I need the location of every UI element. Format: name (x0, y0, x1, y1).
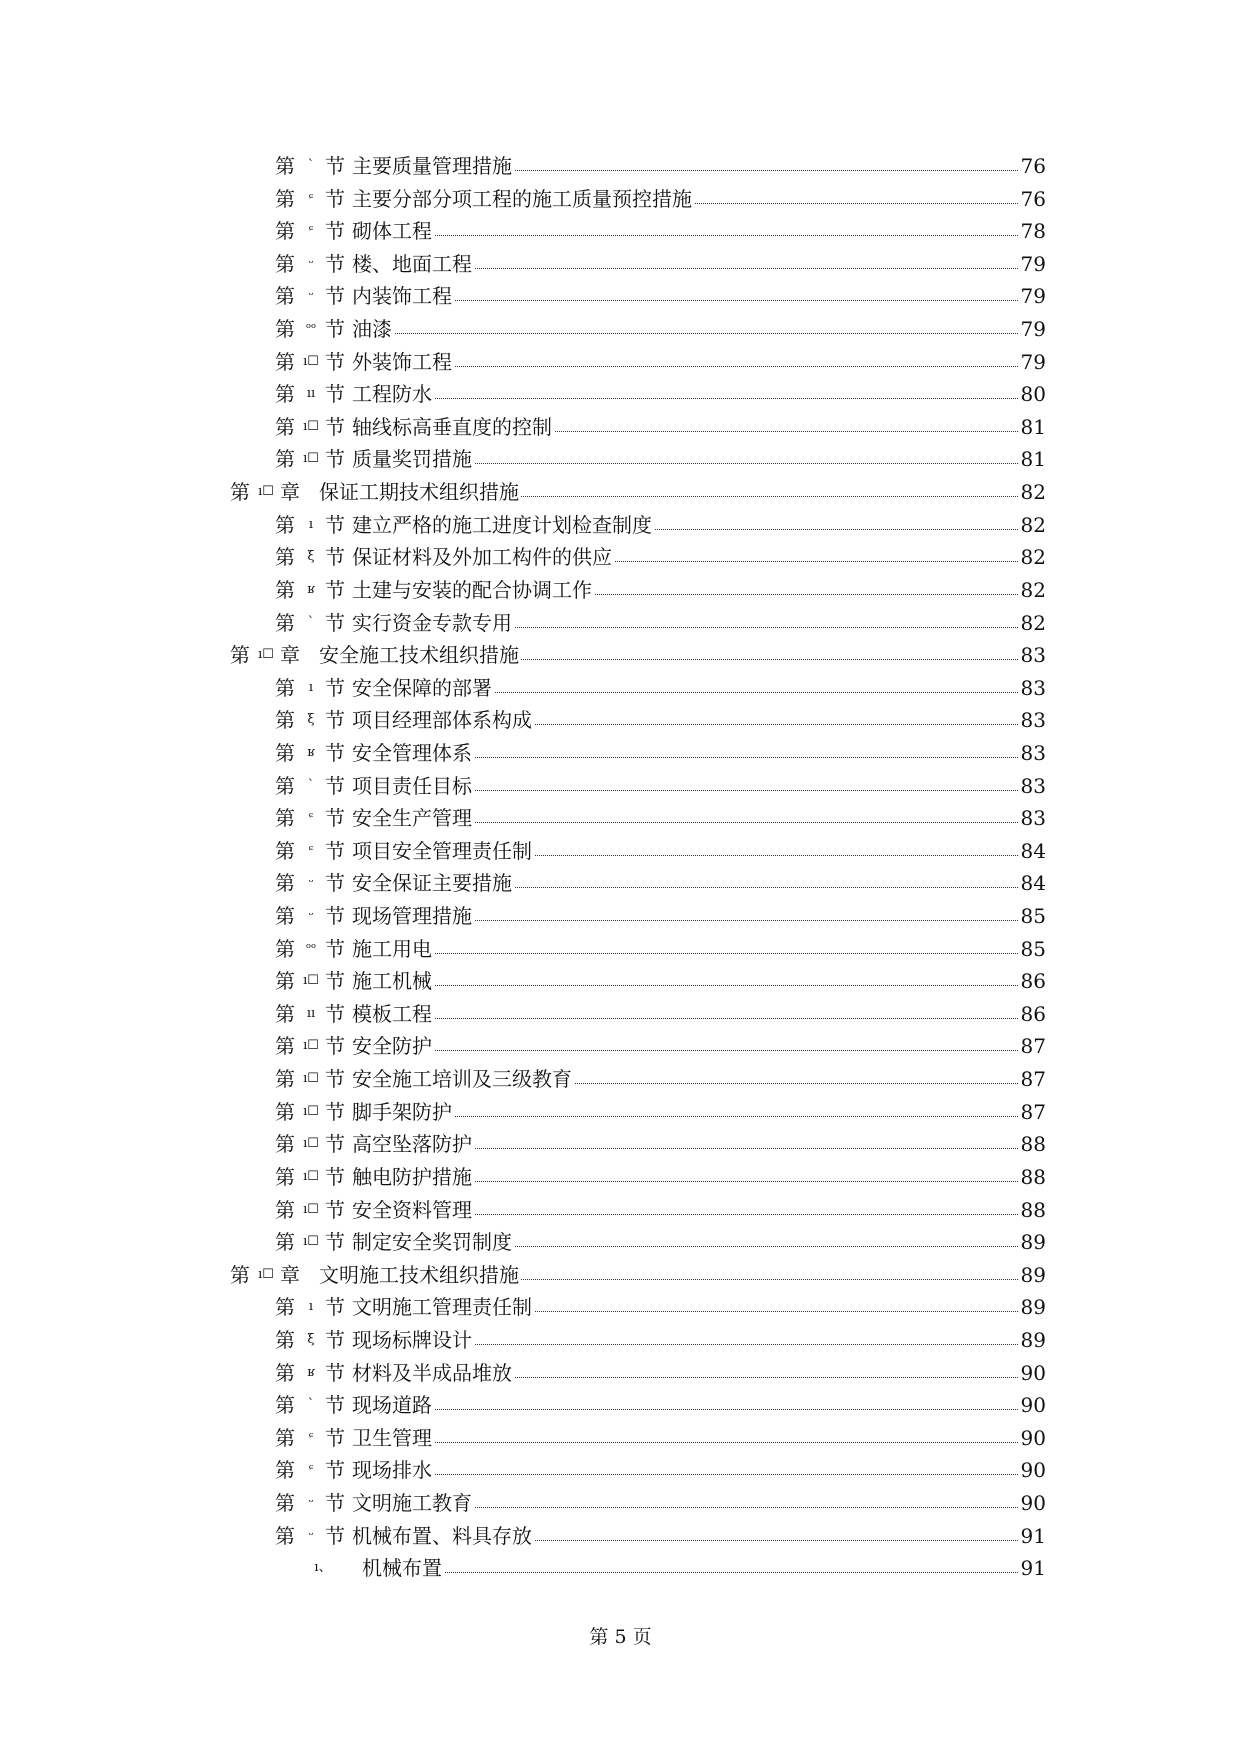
toc-entry-page: 83 (1019, 770, 1046, 802)
toc-entry-prefix: 第 (275, 541, 295, 573)
toc-entry-title: 工程防水 (352, 378, 434, 410)
toc-entry-number: ᵕ (299, 867, 323, 899)
toc-section-entry[interactable] (0, 313, 1241, 346)
toc-entry-prefix: 第 (275, 346, 295, 378)
toc-dot-leader (352, 215, 1044, 236)
toc-entry-prefix: 第 (275, 1128, 295, 1160)
toc-entry-title: 文明施工技术组织措施 (319, 1259, 521, 1291)
toc-entry-number: ı☐ (299, 411, 323, 443)
toc-entry-prefix: 第 (275, 378, 295, 410)
toc-entry-title: 施工用电 (352, 933, 434, 965)
toc-entry-prefix: 第 (275, 1357, 295, 1389)
toc-entry-number: ᵕ (299, 280, 323, 312)
toc-section-entry[interactable] (0, 248, 1241, 281)
toc-entry-number: ᵒᵒ (299, 933, 323, 965)
toc-entry-title: 机械布置、料具存放 (352, 1520, 534, 1552)
toc-entry-title: 模板工程 (352, 998, 434, 1030)
toc-entry-page: 83 (1019, 737, 1046, 769)
toc-section-entry[interactable] (0, 704, 1241, 737)
toc-entry-unit: 节 (325, 672, 345, 704)
toc-entry-page: 90 (1019, 1487, 1046, 1519)
toc-entry-prefix: 第 (275, 183, 295, 215)
toc-entry-unit: 节 (325, 704, 345, 736)
toc-entry-unit: 节 (325, 802, 345, 834)
toc-dot-leader (352, 280, 1044, 301)
toc-entry-title: 楼、地面工程 (352, 248, 474, 280)
toc-entry-page: 82 (1019, 574, 1046, 606)
toc-dot-leader (352, 346, 1044, 367)
toc-entry-title: 内装饰工程 (352, 280, 454, 312)
toc-entry-unit: 节 (325, 770, 345, 802)
toc-entry-prefix: 第 (275, 574, 295, 606)
toc-dot-leader (362, 1552, 1044, 1573)
toc-entry-number: ᶝ (299, 835, 323, 867)
toc-entry-page: 84 (1019, 835, 1046, 867)
toc-entry-unit: 节 (325, 313, 345, 345)
toc-entry-number: ıı (299, 998, 323, 1030)
toc-entry-number: ı (299, 672, 323, 704)
toc-entry-unit: 节 (325, 900, 345, 932)
toc-entry-prefix: 第 (275, 509, 295, 541)
toc-entry-unit: 节 (325, 607, 345, 639)
toc-entry-title: 机械布置 (362, 1552, 444, 1584)
toc-subitem-entry[interactable] (0, 1552, 1241, 1585)
toc-entry-prefix: 第 (275, 1324, 295, 1356)
toc-section-entry[interactable] (0, 1096, 1241, 1129)
toc-entry-prefix: 第 (275, 1422, 295, 1454)
toc-entry-prefix: 第 (275, 280, 295, 312)
toc-entry-page: 87 (1019, 1030, 1046, 1062)
toc-entry-title: 材料及半成品堆放 (352, 1357, 514, 1389)
toc-dot-leader (352, 933, 1044, 954)
toc-entry-title: 制定安全奖罚制度 (352, 1226, 514, 1258)
toc-entry-number: ı☐ (299, 1063, 323, 1095)
toc-entry-number: ı (299, 509, 323, 541)
toc-entry-prefix: 第 (275, 965, 295, 997)
toc-chapter-entry[interactable] (0, 639, 1241, 672)
toc-entry-page: 90 (1019, 1422, 1046, 1454)
toc-entry-title: 现场道路 (352, 1389, 434, 1421)
toc-entry-page: 89 (1019, 1324, 1046, 1356)
toc-entry-prefix: 第 (275, 835, 295, 867)
toc-section-entry[interactable] (0, 1389, 1241, 1422)
toc-entry-page: 83 (1019, 802, 1046, 834)
toc-entry-page: 82 (1019, 509, 1046, 541)
toc-entry-prefix: 第 (275, 411, 295, 443)
toc-entry-unit: 节 (325, 248, 345, 280)
toc-chapter-entry[interactable] (0, 1259, 1241, 1292)
toc-section-entry[interactable] (0, 802, 1241, 835)
toc-entry-page: 81 (1019, 411, 1046, 443)
toc-entry-page: 87 (1019, 1063, 1046, 1095)
toc-entry-title: 触电防护措施 (352, 1161, 474, 1193)
toc-entry-unit: 节 (325, 183, 345, 215)
toc-section-entry[interactable] (0, 1324, 1241, 1357)
toc-entry-unit: 节 (325, 215, 345, 247)
toc-entry-title: 主要质量管理措施 (352, 150, 514, 182)
toc-entry-title: 现场标牌设计 (352, 1324, 474, 1356)
toc-entry-page: 89 (1019, 1226, 1046, 1258)
table-of-contents (0, 150, 1241, 1585)
toc-section-entry[interactable] (0, 1422, 1241, 1455)
toc-entry-title: 项目安全管理责任制 (352, 835, 534, 867)
toc-entry-unit: 节 (325, 998, 345, 1030)
toc-entry-title: 安全防护 (352, 1030, 434, 1062)
toc-entry-title: 安全资料管理 (352, 1194, 474, 1226)
toc-entry-title: 施工机械 (352, 965, 434, 997)
toc-entry-unit: 节 (325, 1194, 345, 1226)
toc-entry-prefix: 第 (275, 150, 295, 182)
toc-entry-prefix: 第 (275, 1063, 295, 1095)
toc-entry-number: ı☐ (299, 1128, 323, 1160)
toc-entry-unit: 节 (325, 965, 345, 997)
toc-entry-number: ı☐ (299, 1226, 323, 1258)
toc-section-entry[interactable] (0, 1128, 1241, 1161)
toc-entry-page: 89 (1019, 1259, 1046, 1291)
toc-entry-prefix: 第 (275, 998, 295, 1030)
toc-entry-prefix: 第 (275, 443, 295, 475)
toc-entry-number: ` (299, 607, 323, 639)
toc-entry-unit: 节 (325, 1487, 345, 1519)
toc-dot-leader (352, 313, 1044, 334)
toc-entry-page: 90 (1019, 1389, 1046, 1421)
toc-entry-page: 86 (1019, 998, 1046, 1030)
toc-section-entry[interactable] (0, 443, 1241, 476)
toc-entry-title: 安全生产管理 (352, 802, 474, 834)
toc-entry-number: ᵕ (299, 1487, 323, 1519)
toc-entry-number: ᵕ (299, 248, 323, 280)
toc-entry-prefix: 第 (275, 313, 295, 345)
toc-entry-title: 现场管理措施 (352, 900, 474, 932)
toc-entry-number: ` (299, 770, 323, 802)
toc-section-entry[interactable] (0, 1161, 1241, 1194)
toc-entry-unit: 节 (325, 933, 345, 965)
toc-section-entry[interactable] (0, 867, 1241, 900)
toc-entry-page: 85 (1019, 933, 1046, 965)
toc-section-entry[interactable] (0, 672, 1241, 705)
toc-entry-title: 文明施工管理责任制 (352, 1291, 534, 1323)
toc-section-entry[interactable] (0, 1454, 1241, 1487)
toc-section-entry[interactable] (0, 509, 1241, 542)
toc-section-entry[interactable] (0, 607, 1241, 640)
toc-entry-title: 安全保障的部署 (352, 672, 494, 704)
toc-entry-number: ᵒᵒ (299, 313, 323, 345)
toc-entry-title: 脚手架防护 (352, 1096, 454, 1128)
toc-entry-prefix: 第 (275, 1030, 295, 1062)
toc-entry-page: 87 (1019, 1096, 1046, 1128)
toc-entry-unit: 节 (325, 541, 345, 573)
toc-dot-leader (352, 998, 1044, 1019)
toc-entry-number: ı (299, 1291, 323, 1323)
toc-entry-page: 86 (1019, 965, 1046, 997)
toc-dot-leader (352, 1030, 1044, 1051)
toc-entry-prefix: 第 (275, 215, 295, 247)
toc-entry-unit: 节 (325, 1161, 345, 1193)
toc-entry-unit: 节 (325, 574, 345, 606)
toc-entry-prefix: 第 (275, 900, 295, 932)
toc-entry-page: 90 (1019, 1454, 1046, 1486)
toc-section-entry[interactable] (0, 378, 1241, 411)
toc-entry-page: 84 (1019, 867, 1046, 899)
toc-entry-number: ` (299, 1389, 323, 1421)
toc-dot-leader (352, 1422, 1044, 1443)
toc-entry-number: ᶝ (299, 802, 323, 834)
toc-entry-prefix: 第 (230, 639, 250, 671)
toc-entry-prefix: 第 (275, 737, 295, 769)
toc-section-entry[interactable] (0, 1357, 1241, 1390)
toc-entry-number: ᶝ (299, 1422, 323, 1454)
toc-entry-unit: 节 (325, 346, 345, 378)
toc-entry-number: ʁ (299, 1357, 323, 1389)
toc-entry-unit: 节 (325, 1030, 345, 1062)
toc-entry-title: 土建与安装的配合协调工作 (352, 574, 594, 606)
toc-entry-unit: 节 (325, 1357, 345, 1389)
toc-entry-title: 项目责任目标 (352, 770, 474, 802)
toc-entry-page: 91 (1019, 1552, 1046, 1584)
toc-entry-unit: 节 (325, 1454, 345, 1486)
toc-entry-number: ı☐ (299, 443, 323, 475)
toc-entry-page: 83 (1019, 639, 1046, 671)
toc-entry-number: ʁ (299, 737, 323, 769)
toc-entry-prefix: 第 (275, 933, 295, 965)
toc-section-entry[interactable] (0, 1487, 1241, 1520)
toc-section-entry[interactable] (0, 1291, 1241, 1324)
toc-entry-title: 高空坠落防护 (352, 1128, 474, 1160)
toc-entry-number: ı、 (311, 1552, 335, 1584)
toc-entry-number: ı☐ (299, 1096, 323, 1128)
toc-entry-number: ı☐ (254, 639, 278, 671)
toc-entry-unit: 节 (325, 1063, 345, 1095)
toc-entry-number: ᵕ (299, 1520, 323, 1552)
toc-section-entry[interactable] (0, 933, 1241, 966)
toc-dot-leader (352, 1454, 1044, 1475)
toc-section-entry[interactable] (0, 1030, 1241, 1063)
toc-entry-title: 实行资金专款专用 (352, 607, 514, 639)
toc-entry-title: 安全施工技术组织措施 (319, 639, 521, 671)
toc-entry-unit: 节 (325, 1324, 345, 1356)
toc-entry-page: 82 (1019, 541, 1046, 573)
toc-entry-prefix: 第 (275, 248, 295, 280)
toc-entry-prefix: 第 (275, 802, 295, 834)
toc-entry-page: 76 (1019, 150, 1046, 182)
toc-entry-page: 78 (1019, 215, 1046, 247)
toc-entry-prefix: 第 (275, 1454, 295, 1486)
toc-entry-title: 质量奖罚措施 (352, 443, 474, 475)
toc-entry-page: 88 (1019, 1128, 1046, 1160)
toc-section-entry[interactable] (0, 215, 1241, 248)
toc-entry-unit: 节 (325, 1291, 345, 1323)
toc-entry-page: 82 (1019, 476, 1046, 508)
toc-entry-number: ξ (299, 1324, 323, 1356)
toc-entry-number: ᶝ (299, 183, 323, 215)
toc-entry-title: 砌体工程 (352, 215, 434, 247)
toc-entry-number: ᵕ (299, 900, 323, 932)
toc-entry-number: ıı (299, 378, 323, 410)
toc-entry-title: 外装饰工程 (352, 346, 454, 378)
toc-section-entry[interactable] (0, 965, 1241, 998)
toc-entry-prefix: 第 (275, 704, 295, 736)
toc-section-entry[interactable] (0, 1063, 1241, 1096)
toc-entry-page: 88 (1019, 1161, 1046, 1193)
toc-entry-number: ı☐ (299, 965, 323, 997)
toc-entry-title: 卫生管理 (352, 1422, 434, 1454)
toc-entry-title: 建立严格的施工进度计划检查制度 (352, 509, 654, 541)
toc-entry-unit: 节 (325, 1422, 345, 1454)
toc-chapter-entry[interactable] (0, 476, 1241, 509)
toc-entry-number: ᶝ (299, 1454, 323, 1486)
toc-entry-prefix: 第 (275, 672, 295, 704)
toc-entry-title: 保证材料及外加工构件的供应 (352, 541, 614, 573)
toc-entry-page: 89 (1019, 1291, 1046, 1323)
toc-entry-page: 85 (1019, 900, 1046, 932)
toc-entry-title: 现场排水 (352, 1454, 434, 1486)
toc-entry-title: 油漆 (352, 313, 394, 345)
toc-entry-page: 81 (1019, 443, 1046, 475)
toc-entry-unit: 章 (280, 1259, 300, 1291)
toc-entry-prefix: 第 (275, 1194, 295, 1226)
toc-entry-unit: 节 (325, 280, 345, 312)
toc-entry-page: 83 (1019, 704, 1046, 736)
toc-section-entry[interactable] (0, 1226, 1241, 1259)
toc-entry-title: 项目经理部体系构成 (352, 704, 534, 736)
toc-entry-page: 90 (1019, 1357, 1046, 1389)
toc-entry-prefix: 第 (275, 1389, 295, 1421)
toc-entry-number: ı☐ (299, 1194, 323, 1226)
toc-section-entry[interactable] (0, 280, 1241, 313)
toc-entry-unit: 节 (325, 1226, 345, 1258)
toc-entry-prefix: 第 (230, 1259, 250, 1291)
toc-entry-number: ξ (299, 704, 323, 736)
toc-dot-leader (352, 378, 1044, 399)
toc-entry-unit: 节 (325, 867, 345, 899)
toc-entry-number: ᶝ (299, 215, 323, 247)
toc-entry-prefix: 第 (230, 476, 250, 508)
toc-section-entry[interactable] (0, 998, 1241, 1031)
toc-entry-number: ʁ (299, 574, 323, 606)
toc-section-entry[interactable] (0, 150, 1241, 183)
toc-entry-page: 88 (1019, 1194, 1046, 1226)
toc-entry-number: ı☐ (299, 346, 323, 378)
toc-section-entry[interactable] (0, 770, 1241, 803)
toc-entry-title: 主要分部分项工程的施工质量预控措施 (352, 183, 694, 215)
toc-entry-page: 91 (1019, 1520, 1046, 1552)
toc-entry-unit: 节 (325, 1389, 345, 1421)
toc-section-entry[interactable] (0, 737, 1241, 770)
toc-section-entry[interactable] (0, 1194, 1241, 1227)
toc-entry-title: 安全管理体系 (352, 737, 474, 769)
toc-entry-title: 保证工期技术组织措施 (319, 476, 521, 508)
toc-section-entry[interactable] (0, 346, 1241, 379)
toc-entry-unit: 节 (325, 1520, 345, 1552)
toc-entry-prefix: 第 (275, 1487, 295, 1519)
toc-section-entry[interactable] (0, 835, 1241, 868)
toc-dot-leader (352, 965, 1044, 986)
toc-entry-unit: 节 (325, 1128, 345, 1160)
toc-entry-prefix: 第 (275, 1291, 295, 1323)
toc-entry-title: 文明施工教育 (352, 1487, 474, 1519)
toc-section-entry[interactable] (0, 900, 1241, 933)
toc-entry-page: 76 (1019, 183, 1046, 215)
toc-entry-number: ı☐ (299, 1161, 323, 1193)
toc-dot-leader (352, 1389, 1044, 1410)
toc-entry-unit: 节 (325, 835, 345, 867)
toc-entry-prefix: 第 (275, 867, 295, 899)
toc-section-entry[interactable] (0, 541, 1241, 574)
toc-entry-prefix: 第 (275, 1520, 295, 1552)
toc-section-entry[interactable] (0, 1520, 1241, 1553)
toc-entry-page: 79 (1019, 346, 1046, 378)
toc-entry-title: 轴线标高垂直度的控制 (352, 411, 554, 443)
toc-entry-page: 79 (1019, 248, 1046, 280)
toc-section-entry[interactable] (0, 183, 1241, 216)
toc-entry-prefix: 第 (275, 770, 295, 802)
toc-section-entry[interactable] (0, 411, 1241, 444)
toc-entry-unit: 节 (325, 1096, 345, 1128)
toc-entry-prefix: 第 (275, 607, 295, 639)
toc-entry-number: ı☐ (254, 476, 278, 508)
toc-entry-page: 83 (1019, 672, 1046, 704)
toc-entry-page: 82 (1019, 607, 1046, 639)
toc-entry-prefix: 第 (275, 1096, 295, 1128)
toc-entry-unit: 节 (325, 411, 345, 443)
toc-entry-page: 79 (1019, 313, 1046, 345)
toc-entry-number: ı☐ (254, 1259, 278, 1291)
toc-entry-page: 80 (1019, 378, 1046, 410)
toc-entry-unit: 章 (280, 476, 300, 508)
toc-entry-unit: 节 (325, 443, 345, 475)
toc-entry-unit: 章 (280, 639, 300, 671)
toc-entry-page: 79 (1019, 280, 1046, 312)
toc-entry-unit: 节 (325, 378, 345, 410)
toc-entry-prefix: 第 (275, 1226, 295, 1258)
toc-entry-unit: 节 (325, 150, 345, 182)
toc-entry-number: ` (299, 150, 323, 182)
toc-entry-unit: 节 (325, 737, 345, 769)
page-number: 第 5 页 (589, 1626, 652, 1648)
toc-entry-title: 安全施工培训及三级教育 (352, 1063, 574, 1095)
toc-entry-prefix: 第 (275, 1161, 295, 1193)
toc-entry-unit: 节 (325, 509, 345, 541)
toc-entry-number: ξ (299, 541, 323, 573)
toc-entry-title: 安全保证主要措施 (352, 867, 514, 899)
toc-dot-leader (352, 1096, 1044, 1117)
toc-section-entry[interactable] (0, 574, 1241, 607)
toc-entry-number: ı☐ (299, 1030, 323, 1062)
